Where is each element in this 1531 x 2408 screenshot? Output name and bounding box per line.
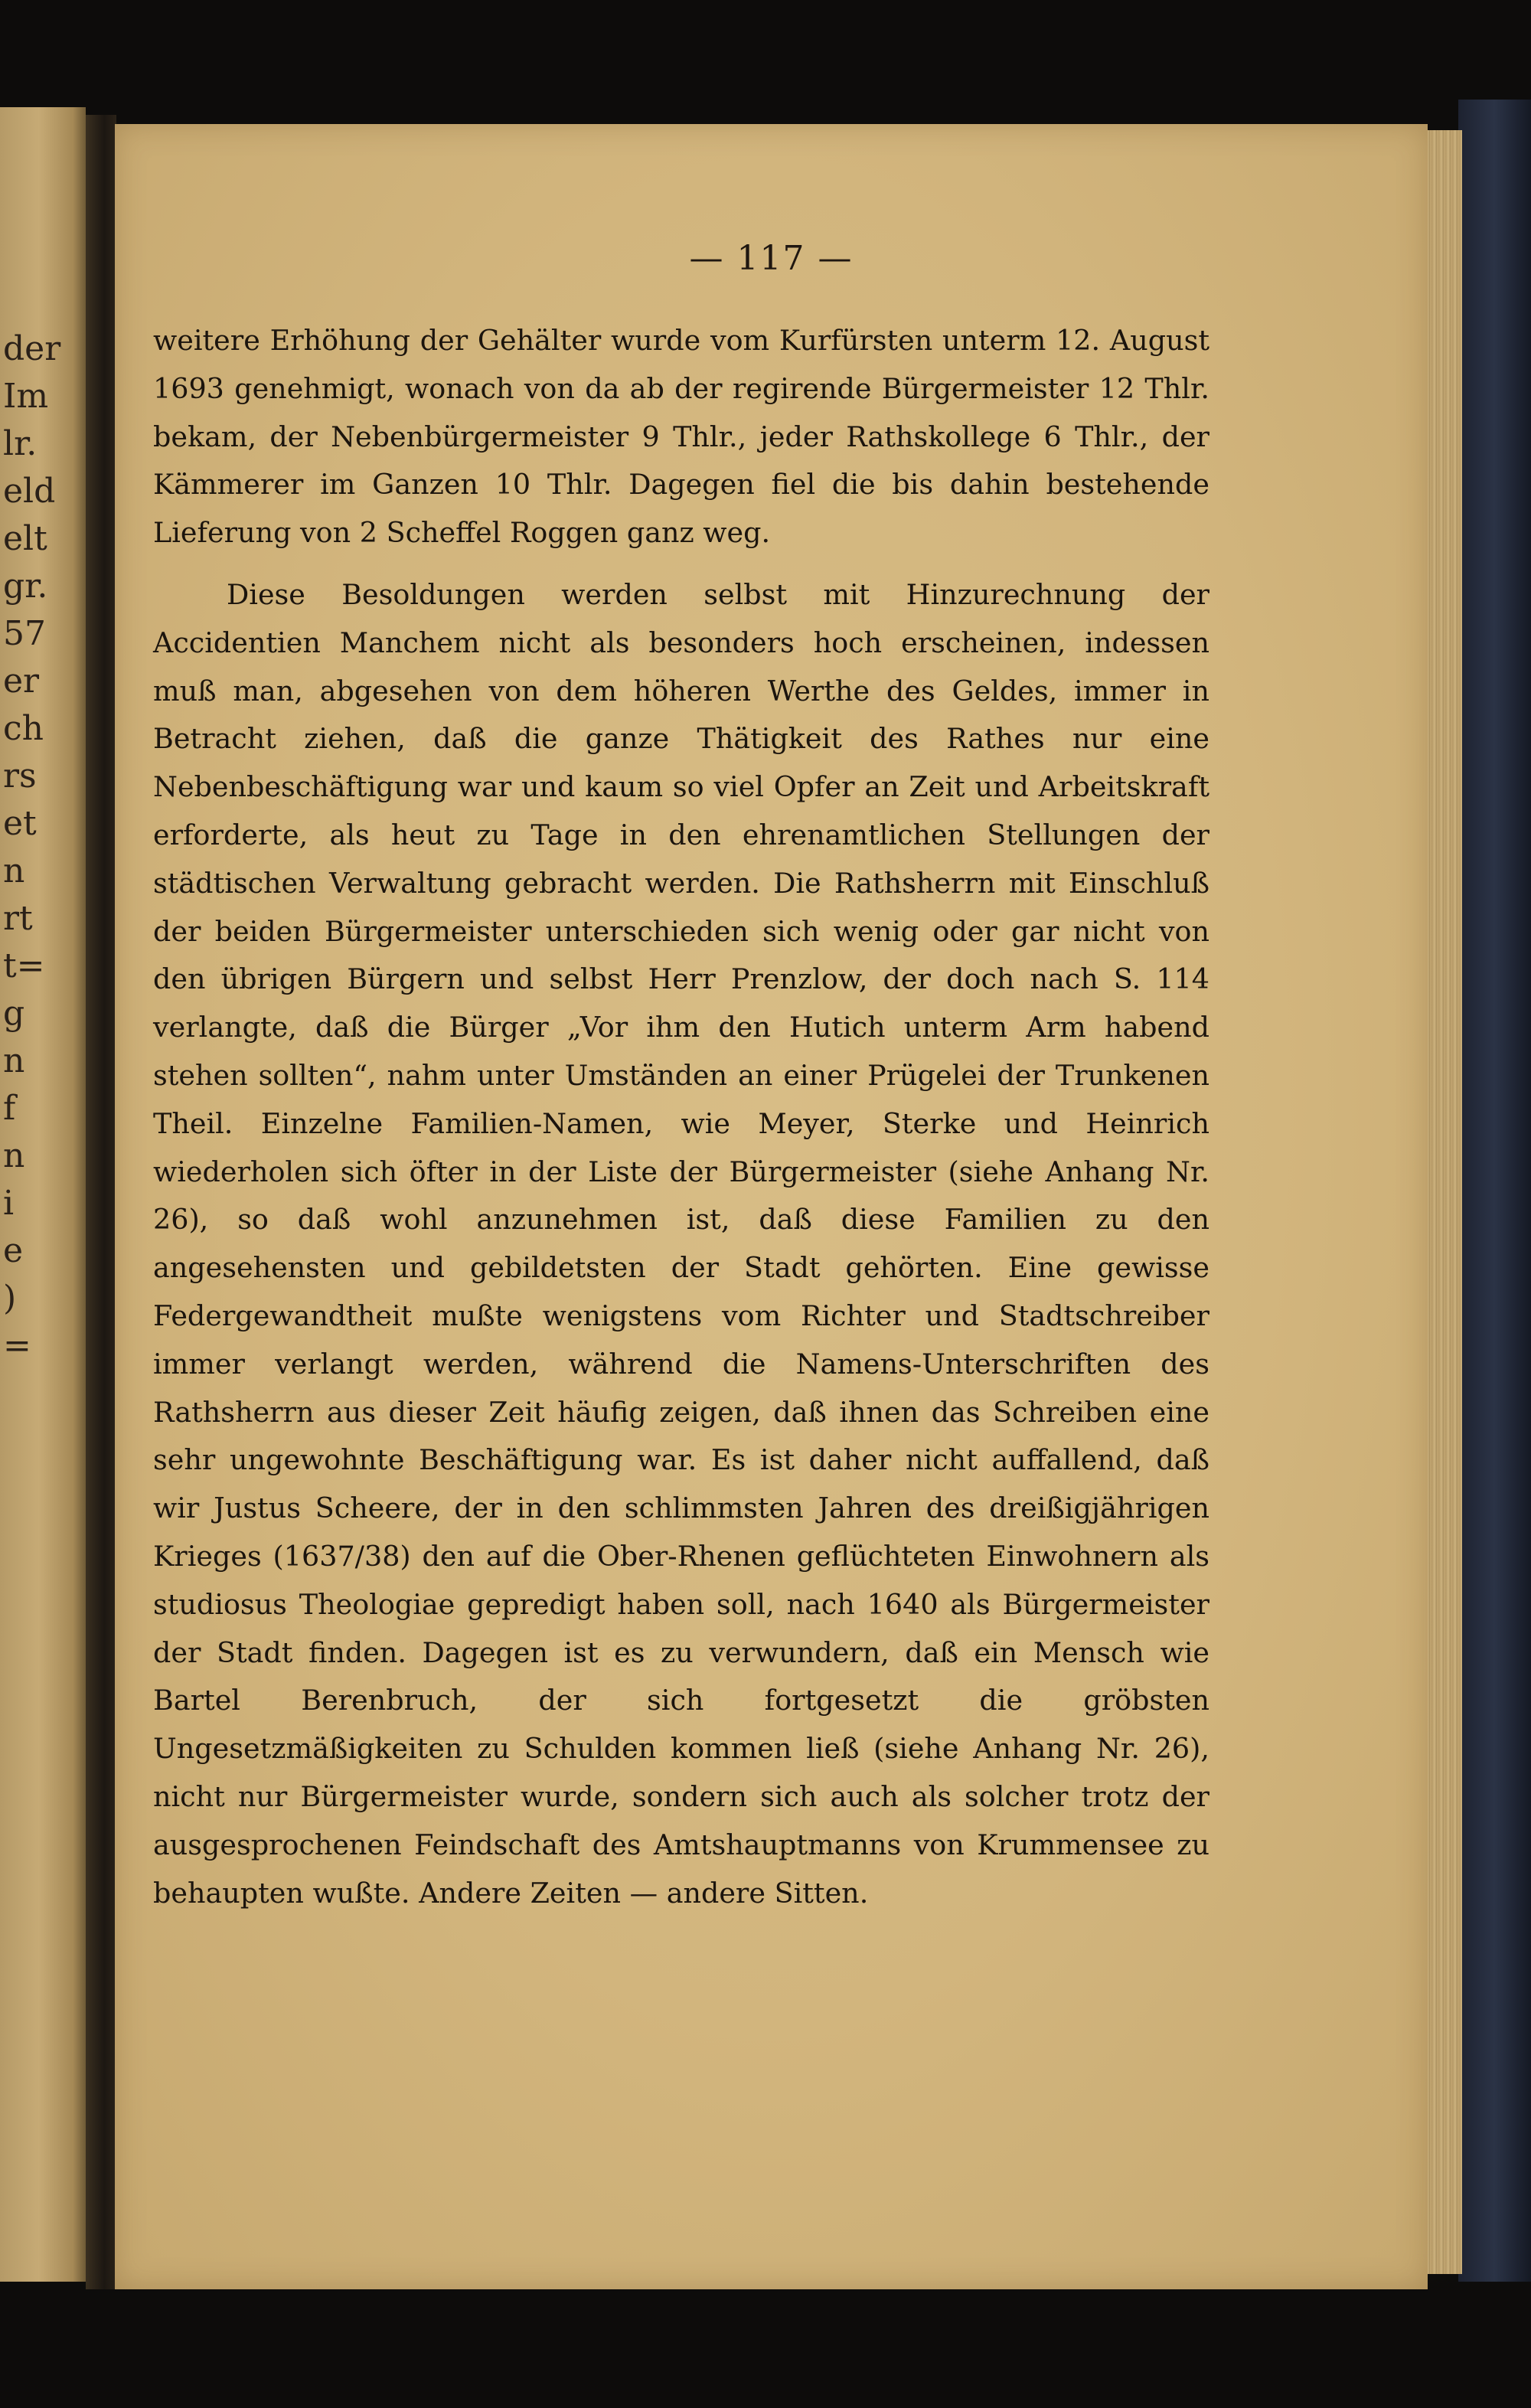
facing-page-fragment: der <box>3 329 61 368</box>
facing-page-fragment: rt <box>3 899 33 938</box>
facing-page-fragment: ch <box>3 709 44 748</box>
book-gutter <box>86 115 116 2289</box>
facing-page-edge <box>0 107 86 2282</box>
facing-page-fragment: er <box>3 662 40 701</box>
facing-page-fragment: 57 <box>3 614 46 653</box>
facing-page-fragment: t= <box>3 946 45 985</box>
facing-page-fragment: ) <box>3 1279 17 1318</box>
book-cover-edge <box>1458 100 1531 2282</box>
facing-page-fragment: n <box>3 1041 25 1080</box>
page-body <box>153 317 1209 1917</box>
facing-page-fragment: et <box>3 804 37 843</box>
paragraph: weitere Erhöhung der Gehälter wurde vom Kurfürsten unterm 12. August 1693 genehmigt, wonach von da ab der regirende Bürgermeister 12 Thlr. bekam, der Nebenbürgermeister 9 Thlr., jeder Rathskollege 6 Thlr., der Kämmerer im Ganzen 10 Thlr. Dagegen fiel die bis dahin bestehende Lieferung von 2 Scheffel Roggen ganz weg. <box>153 324 1209 550</box>
facing-page-fragment: eld <box>3 472 56 511</box>
facing-page-fragment: f <box>3 1089 16 1128</box>
facing-page-fragment: n <box>3 851 25 890</box>
facing-page-fragment: e <box>3 1231 24 1270</box>
facing-page-fragment: gr. <box>3 567 48 606</box>
facing-page-fragment: Im <box>3 377 49 416</box>
facing-page-fragment: lr. <box>3 424 38 463</box>
facing-page-fragment: elt <box>3 519 47 558</box>
facing-page-fragment: = <box>3 1326 31 1365</box>
book-page <box>115 124 1428 2289</box>
facing-page-fragment: rs <box>3 756 37 796</box>
page-number: — 117 — <box>689 239 854 278</box>
facing-page-fragment: g <box>3 994 25 1033</box>
paragraph: Diese Besoldungen werden selbst mit Hinzurechnung der Accidentien Manchem nicht als besonders hoch erscheinen, indessen muß man, abgesehen von dem höheren Werthe des Geldes, immer in Betracht ziehen, daß die ganze Thätigkeit des Rathes nur eine Nebenbeschäftigung war und kaum so viel Opfer an Zeit und Arbeitskraft erforderte, als heut zu Tage in den ehrenamtlichen Stellungen der städtischen Verwaltung gebracht werden. Die Rathsherrn mit Einschluß der beiden Bürgermeister unterschieden sich wenig oder gar nicht von den übrigen Bürgern und selbst Herr Prenzlow, der doch nach S. 114 verlangte, daß die Bürger „Vor ihm den Hutich unterm Arm habend stehen sollten“, nahm unter Umständen an einer Prügelei der Trunkenen Theil. Einzelne Familien-Namen, wie Meyer, Sterke und Heinrich wiederholen sich öfter in der Liste der Bürgermeister (siehe Anhang Nr. 26), so daß wohl anzunehmen ist, daß diese Familien zu den angesehensten und gebildetsten der Stadt gehörten. Eine gewisse Federgewandtheit mußte wenigstens vom Richter und Stadtschreiber immer verlangt werden, während die Namens-Unterschriften des Rathsherrn aus dieser Zeit häufig zeigen, daß ihnen das Schreiben eine sehr ungewohnte Beschäftigung war. Es ist daher nicht auffallend, daß wir Justus Scheere, der in den schlimmsten Jahren des dreißigjährigen Krieges (1637/38) den auf die Ober-Rhenen geflüchteten Einwohnern als studiosus Theologiae gepredigt haben soll, nach 1640 als Bürgermeister der Stadt finden. Dagegen ist es zu verwundern, daß ein Mensch wie Bartel Berenbruch, der sich fortgesetzt die gröbsten Ungesetzmäßigkeiten zu Schulden kommen ließ (siehe Anhang Nr. 26), nicht nur Bürgermeister wurde, sondern sich auch als solcher trotz der ausgesprochenen Feindschaft des Amtshauptmanns von Krummensee zu behaupten wußte. Andere Zeiten — andere Sitten. <box>153 577 1209 1910</box>
facing-page-fragment: i <box>3 1184 15 1223</box>
facing-page-fragment: n <box>3 1136 25 1175</box>
